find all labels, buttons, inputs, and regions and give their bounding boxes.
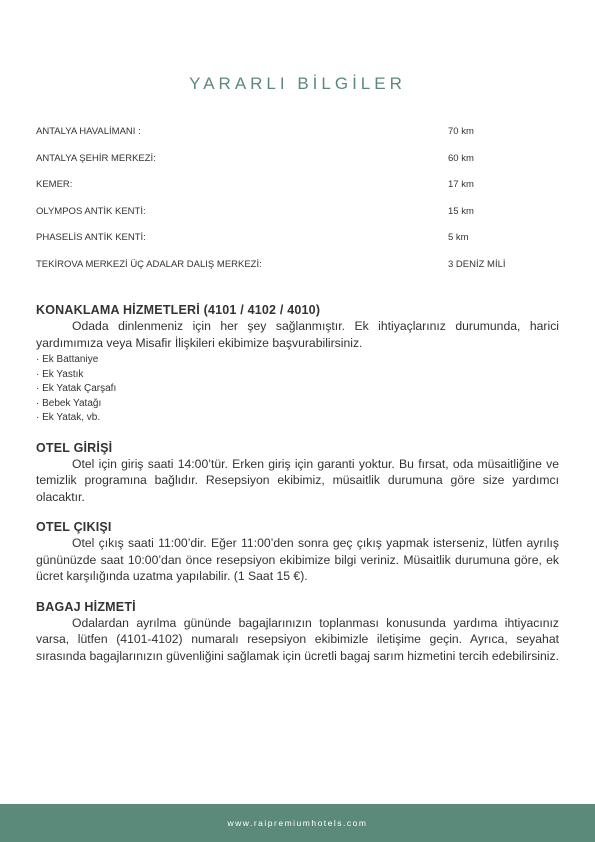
distance-row	[36, 153, 561, 180]
distance-value: 17 km	[448, 179, 474, 190]
section-title: OTEL GİRİŞİ	[36, 440, 113, 455]
list-item: · Ek Battaniye	[36, 353, 559, 368]
list-item: · Ek Yatak, vb.	[36, 411, 559, 426]
distance-label: OLYMPOS ANTİK KENTİ:	[36, 205, 146, 217]
section-luggage	[36, 599, 559, 665]
section-title: OTEL ÇIKIŞI	[36, 520, 112, 534]
distance-row	[36, 232, 561, 259]
distance-row	[36, 179, 561, 206]
section-body: Odalardan ayrılma gününde bagajlarınızın toplanması konusunda yardıma ihtiyacınız varsa, lütfen (4101-4102) numaralı resepsiyon ekibimizle iletişime geçin. Ayrıca, seyahat sırasında bagajlarınızın güvenliğini sağlamak için ücretli bagaj sarım hizmetini tercih edebilirsiniz.	[36, 615, 559, 663]
distance-label: TEKİROVA MERKEZİ ÜÇ ADALAR DALIŞ MERKEZİ:	[36, 258, 262, 270]
list-item: · Bebek Yatağı	[36, 397, 559, 412]
section-check-in	[36, 440, 559, 506]
accommodation-item-list	[36, 353, 559, 426]
section-body: Otel için giriş saati 14:00’tür. Erken giriş için garanti yoktur. Bu fırsat, oda müsaitliğine ve temizlik programına bağlıdır. Resepsiyon ekibimiz, müsaitlik durumuna göre size yardımcı olacaktır.	[36, 456, 559, 504]
distance-row	[36, 206, 561, 233]
footer-website-link[interactable]: www.raipremiumhotels.com	[227, 818, 368, 828]
distance-value: 15 km	[448, 205, 474, 217]
section-body: Odada dinlenmeniz için her şey sağlanmıştır. Ek ihtiyaçlarınız durumunda, harici yardımımıza veya Misafir İlişkileri ekibimize başvurabilirsiniz.	[36, 319, 559, 350]
distance-label: KEMER:	[36, 179, 73, 190]
distance-value: 70 km	[448, 126, 474, 137]
section-accommodation	[36, 302, 559, 426]
footer-bar	[0, 804, 595, 842]
distance-label: PHASELİS ANTİK KENTİ:	[36, 232, 146, 243]
section-title: BAGAJ HİZMETİ	[36, 599, 136, 614]
distance-row	[36, 126, 561, 153]
page-title: YARARLI BİLGİLER	[189, 74, 406, 93]
section-title: KONAKLAMA HİZMETLERİ (4101 / 4102 / 4010)	[36, 303, 321, 317]
distance-table	[36, 126, 561, 285]
distance-value: 5 km	[448, 232, 469, 243]
list-item: · Ek Yastık	[36, 368, 559, 383]
distance-row	[36, 259, 561, 286]
info-content	[36, 302, 559, 678]
distance-label: ANTALYA ŞEHİR MERKEZİ:	[36, 152, 156, 164]
distance-label: ANTALYA HAVALİMANI :	[36, 126, 141, 137]
section-check-out	[36, 519, 559, 585]
section-body: Otel çıkış saati 11:00’dir. Eğer 11:00’den sonra geç çıkış yapmak isterseniz, lütfen ayrılış gününüzde saat 10:00’dan önce resepsiyon ekibimize bilgi veriniz. Müsaitlik durumuna göre, ek ücret karşılığında uzatma yapılabilir. (1 Saat 15 €).	[36, 536, 559, 583]
distance-value: 60 km	[448, 152, 474, 164]
list-item: · Ek Yatak Çarşafı	[36, 382, 559, 397]
distance-value: 3 DENİZ MİLİ	[448, 258, 506, 270]
